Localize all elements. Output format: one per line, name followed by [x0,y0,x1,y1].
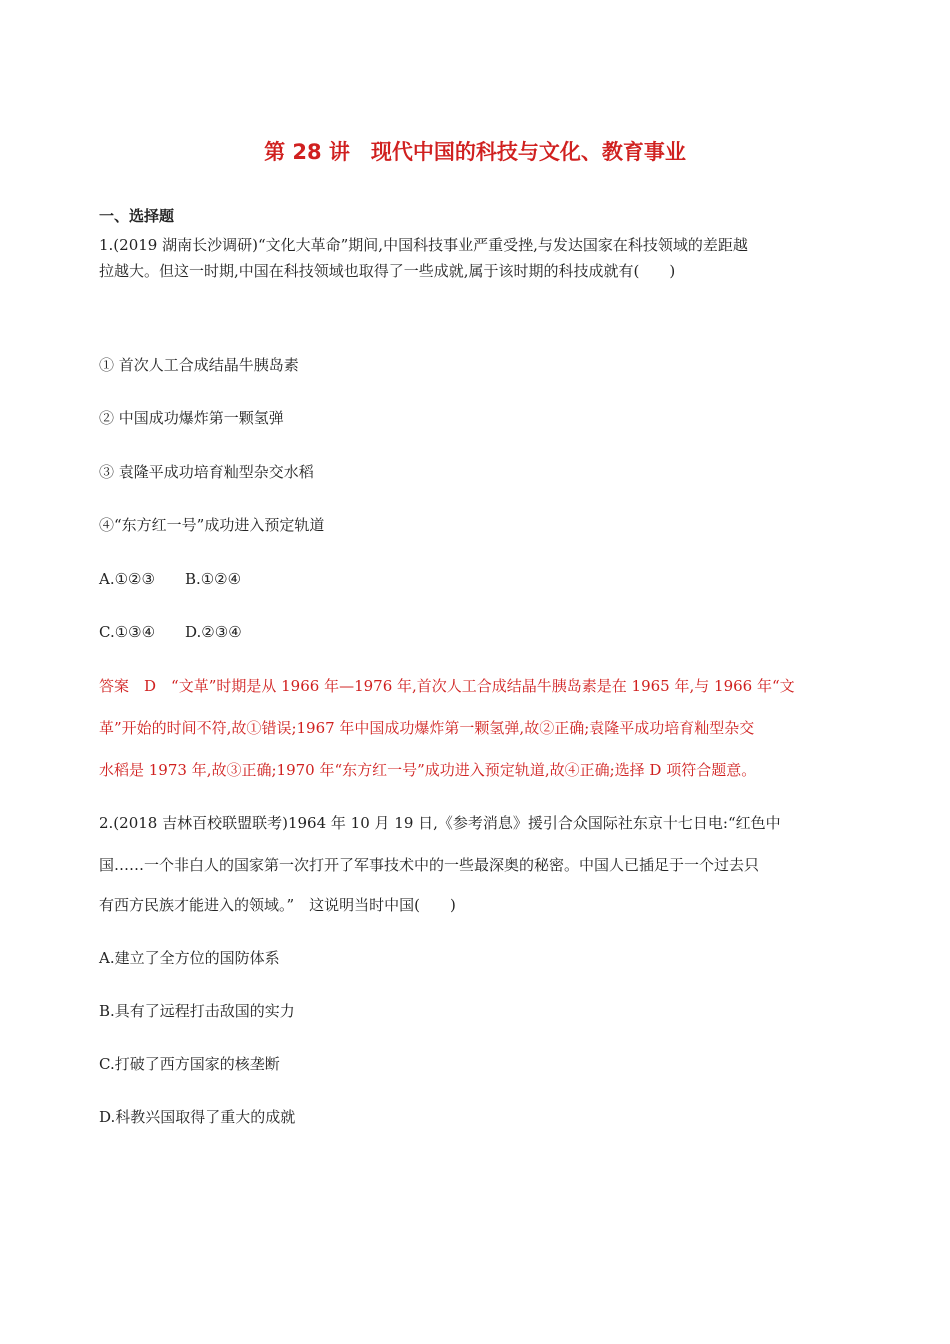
q1-item-1: ① 首次人工合成结晶牛胰岛素 [99,356,299,374]
q1-options-ab: A.①②③ B.①②④ [99,570,242,588]
q1-answer-line-1: 答案 D “文革”时期是从 1966 年—1976 年,首次人工合成结晶牛胰岛素是在 1965 年,与 1966 年“文 [99,677,795,695]
q2-stem-line-2: 国……一个非白人的国家第一次打开了军事技术中的一些最深奥的秘密。中国人已插足于一个过去只 [99,856,760,874]
q1-item-4: ④“东方红一号”成功进入预定轨道 [99,516,325,534]
q1-stem-line-2: 拉越大。但这一时期,中国在科技领域也取得了一些成就,属于该时期的科技成就有( ) [99,262,676,280]
q2-option-c: C.打破了西方国家的核垄断 [99,1055,280,1073]
q2-option-d: D.科教兴国取得了重大的成就 [99,1108,296,1126]
q1-item-3: ③ 袁隆平成功培育籼型杂交水稻 [99,463,314,481]
page-title: 第 28 讲 现代中国的科技与文化、教育事业 [264,140,686,164]
q2-stem-line-1: 2.(2018 吉林百校联盟联考)1964 年 10 月 19 日,《参考消息》援引合众国际社东京十七日电:“红色中 [99,814,781,832]
q1-answer-line-3: 水稻是 1973 年,故③正确;1970 年“东方红一号”成功进入预定轨道,故④正确;选择 D 项符合题意。 [99,761,757,779]
q2-option-a: A.建立了全方位的国防体系 [99,949,280,967]
q1-stem-line-1: 1.(2019 湖南长沙调研)“文化大革命”期间,中国科技事业严重受挫,与发达国家在科技领域的差距越 [99,236,748,254]
q2-option-b: B.具有了远程打击敌国的实力 [99,1002,295,1020]
q1-answer-line-2: 革”开始的时间不符,故①错误;1967 年中国成功爆炸第一颗氢弹,故②正确;袁隆平成功培育籼型杂交 [99,719,755,737]
q1-item-2: ② 中国成功爆炸第一颗氢弹 [99,409,284,427]
section-heading: 一、选择题 [99,207,175,225]
q1-options-cd: C.①③④ D.②③④ [99,623,242,641]
q2-stem-line-3: 有西方民族才能进入的领域。” 这说明当时中国( ) [99,896,456,914]
